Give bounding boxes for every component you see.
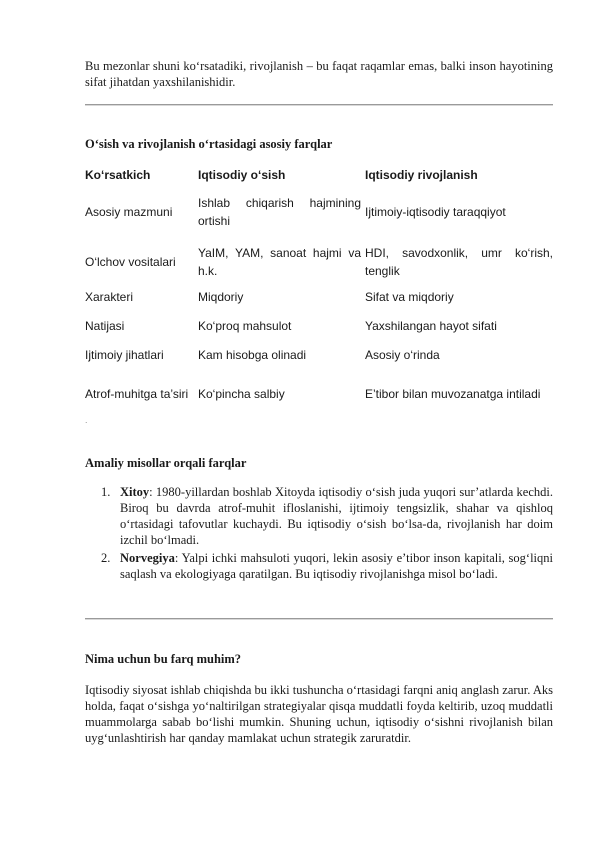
horizontal-divider <box>85 104 553 106</box>
table-row <box>85 317 553 335</box>
list-item <box>85 484 553 548</box>
table-cell: Miqdoriy <box>198 290 244 304</box>
table-cell: Sifat va miqdoriy <box>365 290 454 304</box>
stray-mark: · <box>85 419 88 427</box>
table-cell: Ishlab chiqarish hajmining ortishi <box>198 196 361 228</box>
table-cell: YaIM, YAM, sanoat hajmi va h.k. <box>198 246 361 278</box>
section-heading-differences: O‘sish va rivojlanish o‘rtasidagi asosiy farqlar <box>85 137 333 151</box>
table-row <box>85 288 553 306</box>
table-row <box>85 192 553 232</box>
table-header-cell: Ko‘rsatkich <box>85 168 151 182</box>
table-cell: Ijtimoiy-iqtisodiy taraqqiyot <box>365 205 506 219</box>
table-cell: Ko‘proq mahsulot <box>198 319 292 333</box>
table-header-row <box>85 166 553 184</box>
horizontal-divider <box>85 618 553 620</box>
table-cell: Ijtimoiy jihatlari <box>85 348 164 362</box>
table-row <box>85 374 553 414</box>
examples-list <box>85 484 553 584</box>
table-cell: Ko‘pincha salbiy <box>198 387 285 401</box>
table-cell: E’tibor bilan muvozanatga intiladi <box>365 387 541 401</box>
example-text: : Yalpi ichki mahsuloti yuqori, lekin asosiy e’tibor inson kapitali, sog‘liqni saqlash va ekologiyaga qaratilgan. Bu iqtisodiy rivojlanishga misol bo‘ladi. <box>120 551 553 581</box>
country-name: Xitoy <box>120 485 150 499</box>
country-name: Norvegiya <box>120 551 175 565</box>
table-cell: Asosiy o‘rinda <box>365 348 440 362</box>
table-cell: Xarakteri <box>85 290 134 304</box>
table-cell: HDI, savodxonlik, umr ko‘rish, tenglik <box>365 246 553 278</box>
section-heading-importance: Nima uchun bu farq muhim? <box>85 652 242 666</box>
intro-paragraph: Bu mezonlar shuni ko‘rsatadiki, rivojlanish – bu faqat raqamlar emas, balki inson hayotining sifat jihatdan yaxshilanishidir. <box>85 59 553 89</box>
importance-paragraph: Iqtisodiy siyosat ishlab chiqishda bu ikki tushuncha o‘rtasidagi farqni aniq anglash zarur. Aks holda, faqat o‘sishga yo‘naltirilgan strategiyalar qisqa muddatli foyda keltirib, uzoq muddatli muammolarga sabab bo‘lishi mumkin. Shuning uchun, iqtisodiy o‘sishni rivojlanish bilan uyg‘unlashtirish har qanday mamlakat uchun strategik zaruratdir. <box>85 683 553 745</box>
list-number: 1. <box>101 485 111 499</box>
table-cell: Natijasi <box>85 319 125 333</box>
table-cell: Kam hisobga olinadi <box>198 348 307 362</box>
table-cell: Yaxshilangan hayot sifati <box>365 319 497 333</box>
table-row <box>85 242 553 282</box>
table-cell: Asosiy mazmuni <box>85 205 173 219</box>
section-heading-examples: Amaliy misollar orqali farqlar <box>85 456 247 470</box>
table-header-cell: Iqtisodiy o‘sish <box>198 168 286 182</box>
table-header-cell: Iqtisodiy rivojlanish <box>365 168 478 182</box>
example-text: : 1980-yillardan boshlab Xitoyda iqtisodiy o‘sish juda yuqori sur’atlarda kechdi. Biroq bu davrda atrof-muhit ifloslanishi, ijtimoiy tengsizlik, shahar va qishloq o‘rtasidagi tafovutlar kuchaydi. Bu iqtisodiy o‘sish bo‘lsa-da, rivojlanish har doim izchil bo‘lmadi. <box>120 485 553 547</box>
list-number: 2. <box>101 551 111 565</box>
table-row <box>85 346 553 364</box>
table-cell: Atrof-muhitga ta’siri <box>85 387 189 401</box>
list-item <box>85 550 553 582</box>
table-cell: O‘lchov vositalari <box>85 255 176 269</box>
